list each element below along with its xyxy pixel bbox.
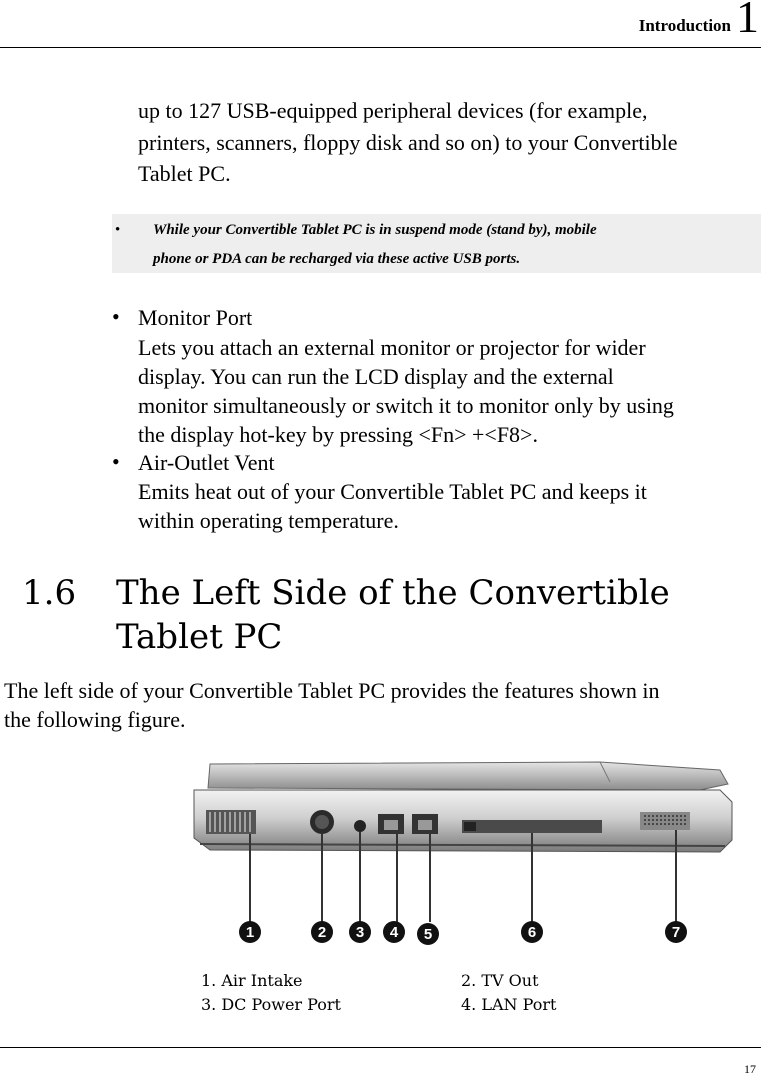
callout-number: 6 (527, 924, 537, 941)
callout-markers (239, 921, 687, 945)
page-header (0, 0, 761, 48)
port-modem (412, 814, 438, 834)
page-footer-rule (0, 1047, 761, 1048)
legend-item-tv-out: 2. TV Out (461, 971, 539, 990)
callout-number: 3 (355, 924, 365, 941)
port-tv-out (310, 810, 334, 834)
section-title-line: Tablet PC (116, 617, 283, 657)
bullet-line: display. You can run the LCD display and the external (138, 364, 614, 389)
callout-marker (383, 921, 405, 943)
bullet-line: Emits heat out of your Convertible Tablet PC and keeps it (138, 479, 647, 504)
legend-item-lan-port: 4. LAN Port (461, 995, 557, 1014)
header-section-label: Introduction (638, 16, 731, 35)
port-air-outlet-vent (640, 812, 690, 830)
intro-line: printers, scanners, floppy disk and so on) to your Convertible (138, 130, 678, 155)
note-bullet: • (115, 222, 121, 238)
section-intro-line: The left side of your Convertible Tablet PC provides the features shown in (4, 678, 660, 703)
note-text (153, 216, 753, 274)
callout-number: 2 (317, 924, 327, 941)
bullet-dot: • (112, 449, 120, 474)
legend-item-air-intake: 1. Air Intake (201, 971, 303, 990)
usb-note-box (112, 214, 761, 273)
callout-marker (311, 921, 333, 943)
callout-marker (239, 921, 261, 943)
legend-item-dc-power-port: 3. DC Power Port (201, 995, 341, 1014)
note-line: phone or PDA can be recharged via these active USB ports. (153, 251, 521, 267)
port-dc-power (354, 820, 366, 832)
callout-marker (521, 921, 543, 943)
bullet-line: the display hot-key by pressing <Fn> +<F8>. (138, 422, 538, 447)
note-line: While your Convertible Tablet PC is in suspend mode (stand by), mobile (153, 222, 597, 238)
port-pc-card-slot (462, 820, 602, 833)
callout-number: 7 (671, 924, 681, 941)
port-air-intake-vent (206, 810, 256, 834)
callout-number: 1 (245, 924, 255, 941)
bullet-title-monitor-port: Monitor Port (138, 305, 253, 330)
section-intro-line: the following figure. (4, 707, 186, 732)
bullet-title-air-outlet: Air-Outlet Vent (138, 450, 275, 475)
header-chapter-number: 1 (736, 0, 759, 42)
bullet-line: Lets you attach an external monitor or projector for wider (138, 335, 646, 360)
callout-number: 4 (389, 924, 399, 941)
callout-marker (349, 921, 371, 943)
laptop-body (194, 762, 732, 852)
intro-line: Tablet PC. (138, 161, 231, 186)
port-lan (378, 814, 404, 834)
intro-line: up to 127 USB-equipped peripheral devices (for example, (138, 98, 648, 123)
callout-marker (665, 921, 687, 943)
page-number: 17 (744, 1062, 756, 1076)
section-title-line: The Left Side of the Convertible (116, 573, 670, 613)
laptop-left-side-figure (180, 740, 740, 955)
bullet-line: monitor simultaneously or switch it to monitor only by using (138, 393, 674, 418)
callout-marker (417, 923, 439, 945)
section-number: 1.6 (22, 573, 77, 613)
callout-number: 5 (423, 926, 433, 943)
bullet-line: within operating temperature. (138, 508, 399, 533)
bullet-dot: • (112, 304, 120, 329)
